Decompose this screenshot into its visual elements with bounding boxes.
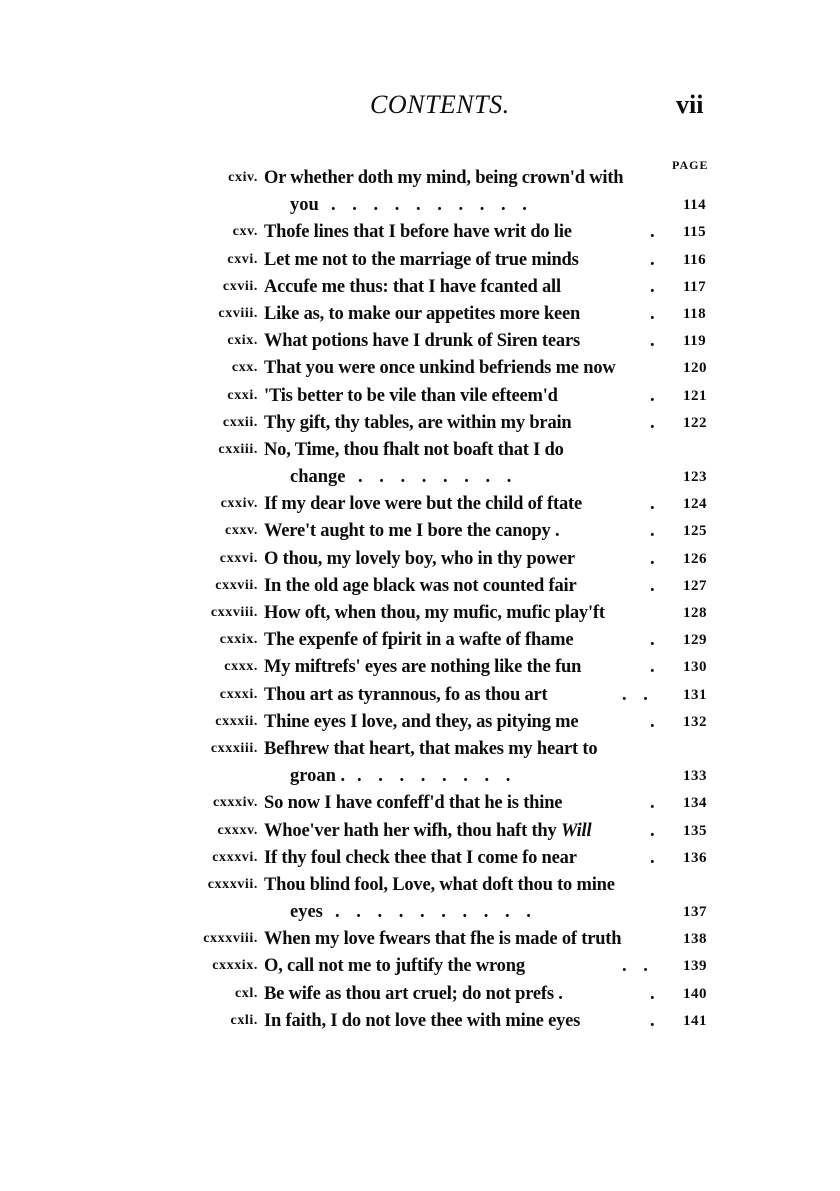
sonnet-number: cxvii. (222, 278, 258, 294)
page-ref: 136 (683, 849, 707, 866)
sonnet-line-continuation: eyes (290, 902, 323, 923)
sonnet-line-continuation: change (290, 467, 346, 488)
toc-line-continued (0, 193, 840, 220)
sonnet-first-line: When my love fwears that fhe is made of truth (264, 929, 622, 950)
sonnet-number: cxix. (227, 333, 258, 349)
toc-entry (0, 683, 840, 710)
toc-entry (0, 220, 840, 247)
toc-entry (0, 982, 840, 1009)
sonnet-first-line: In faith, I do not love thee with mine eyes (264, 1010, 581, 1031)
dot-leaders: . (650, 276, 661, 297)
toc-line (0, 601, 840, 628)
page-ref: 130 (683, 659, 707, 676)
sonnet-number: cxxiii. (218, 441, 258, 457)
sonnet-first-line: O thou, my lovely boy, who in thy power (264, 548, 575, 569)
sonnet-number: cxxxvii. (207, 876, 258, 892)
page-ref: 118 (683, 305, 707, 322)
sonnet-number: cxli. (230, 1012, 258, 1028)
sonnet-number: cxxii. (222, 414, 258, 430)
dot-leaders: . (650, 303, 661, 324)
sonnet-first-line: 'Tis better to be vile than vile efteem'd (264, 385, 558, 406)
page-ref: 119 (683, 333, 707, 350)
page-ref: 122 (683, 414, 707, 431)
toc-entry (0, 248, 840, 275)
page-ref: 120 (683, 360, 707, 377)
sonnet-number: cxviii. (218, 305, 258, 321)
italic-word: Will (561, 820, 592, 841)
sonnet-first-line: That you were once unkind befriends me now (264, 358, 616, 379)
page-ref: 135 (683, 822, 707, 839)
toc-line (0, 356, 840, 383)
toc-line (0, 927, 840, 954)
toc-line (0, 302, 840, 329)
sonnet-number: cxxviii. (210, 605, 258, 620)
sonnet-first-line: Thy gift, thy tables, are within my brain (264, 412, 572, 433)
sonnet-number: cxxvii. (215, 577, 258, 593)
dot-leaders: . (650, 412, 661, 433)
toc-entry (0, 574, 840, 601)
page-ref: 141 (683, 1012, 707, 1029)
page-ref: 137 (683, 904, 707, 921)
toc-line (0, 574, 840, 601)
toc-line (0, 248, 840, 275)
sonnet-first-line: O, call not me to juftify the wrong (264, 956, 525, 977)
sonnet-line-continuation: you (290, 195, 319, 216)
page-ref: 140 (683, 985, 707, 1002)
sonnet-number: cxxxv. (217, 822, 258, 838)
toc-entry (0, 601, 840, 628)
sonnet-number: cxxxiii. (210, 740, 258, 756)
sonnet-number: cxxi. (227, 387, 258, 403)
toc-entry (0, 1009, 840, 1036)
toc-line (0, 982, 840, 1009)
toc-entry (0, 655, 840, 682)
toc-entry (0, 519, 840, 546)
sonnet-number: cxxxviii. (203, 931, 258, 947)
sonnet-number: cxxix. (219, 632, 258, 648)
toc-entry (0, 411, 840, 438)
toc-entry (0, 329, 840, 356)
toc-line (0, 547, 840, 574)
dot-leaders: . . (622, 956, 654, 977)
toc-line (0, 710, 840, 737)
sonnet-first-line: Thine eyes I love, and they, as pitying me (264, 711, 579, 732)
toc-line (0, 519, 840, 546)
sonnet-number: cxxvi. (219, 550, 258, 566)
sonnet-first-line: Thou blind fool, Love, what doft thou to mine (264, 874, 615, 895)
dot-leaders: . . . . . . . . . . (331, 195, 533, 216)
page-column-label: PAGE (672, 158, 709, 172)
page-ref: 114 (683, 197, 707, 214)
toc-entry (0, 492, 840, 519)
toc-entry (0, 737, 840, 791)
sonnet-number: cxxxi. (219, 686, 258, 702)
dot-leaders: . (650, 222, 661, 243)
dot-leaders: . . (622, 684, 654, 705)
contents-list (0, 166, 840, 1036)
sonnet-number: cxx. (231, 360, 258, 376)
page-ref: 121 (683, 387, 707, 404)
toc-line (0, 655, 840, 682)
toc-line-continued (0, 900, 840, 927)
toc-line (0, 1009, 840, 1036)
toc-line (0, 275, 840, 302)
toc-line-continued (0, 465, 840, 492)
page-ref: 139 (683, 958, 707, 975)
page-ref: 132 (683, 713, 707, 730)
toc-entry (0, 873, 840, 927)
toc-line (0, 220, 840, 247)
toc-entry (0, 927, 840, 954)
toc-entry (0, 628, 840, 655)
toc-entry (0, 547, 840, 574)
toc-entry (0, 846, 840, 873)
toc-line (0, 492, 840, 519)
toc-line (0, 846, 840, 873)
toc-line (0, 873, 840, 900)
dot-leaders: . (650, 657, 661, 678)
page-ref: 131 (683, 686, 707, 703)
sonnet-first-line: My miftrefs' eyes are nothing like the fun (264, 657, 582, 678)
dot-leaders: . (650, 793, 661, 814)
dot-leaders: . (650, 847, 661, 868)
dot-leaders: . (650, 385, 661, 406)
sonnet-number: cxxx. (224, 659, 258, 675)
page-ref: 125 (683, 523, 707, 540)
dot-leaders: . . . . . . . . . . (335, 902, 537, 923)
sonnet-first-line: In the old age black was not counted fair (264, 575, 577, 596)
dot-leaders: . (650, 1010, 661, 1031)
toc-line (0, 683, 840, 710)
toc-line (0, 819, 840, 846)
dot-leaders: . (650, 521, 661, 542)
running-head (0, 90, 840, 130)
sonnet-first-line: Were't aught to me I bore the canopy . (264, 521, 560, 542)
toc-entry (0, 438, 840, 492)
sonnet-first-line: If my dear love were but the child of ftate (264, 494, 583, 515)
sonnet-number: cxxxix. (212, 958, 258, 974)
sonnet-first-line: No, Time, thou fhalt not boaft that I do (264, 439, 564, 460)
sonnet-first-line: Accufe me thus: that I have fcanted all (264, 276, 561, 297)
toc-line-continued (0, 764, 840, 791)
toc-line (0, 411, 840, 438)
dot-leaders: . (650, 711, 661, 732)
page-ref: 126 (683, 550, 707, 567)
sonnet-first-line: Or whether doth my mind, being crown'd with (264, 168, 624, 188)
sonnet-first-line: What potions have I drunk of Siren tears (264, 331, 580, 352)
toc-entry (0, 954, 840, 981)
toc-line (0, 166, 840, 193)
page-ref: 129 (683, 632, 707, 649)
toc-line (0, 329, 840, 356)
dot-leaders: . (650, 548, 661, 569)
toc-entry (0, 710, 840, 737)
toc-line (0, 737, 840, 764)
toc-line (0, 438, 840, 465)
page-ref: 127 (683, 577, 707, 594)
toc-entry (0, 166, 840, 220)
dot-leaders: . (650, 494, 661, 515)
page-ref: 138 (683, 931, 707, 948)
dot-leaders: . (650, 820, 661, 841)
toc-entry (0, 275, 840, 302)
sonnet-number: cxxv. (225, 523, 258, 539)
sonnet-first-line: Like as, to make our appetites more keen (264, 303, 581, 324)
toc-line (0, 628, 840, 655)
page-ref: 117 (683, 278, 707, 295)
toc-entry (0, 819, 840, 846)
sonnet-number: cxvi. (227, 251, 258, 267)
sonnet-number: cxxxiv. (212, 795, 258, 811)
sonnet-first-line: Thou art as tyrannous, fo as thou art (264, 684, 548, 705)
sonnet-first-line: Befhrew that heart, that makes my heart to (264, 738, 598, 759)
sonnet-number: cxxxii. (215, 713, 258, 729)
toc-entry (0, 791, 840, 818)
sonnet-first-line: Be wife as thou art cruel; do not prefs . (264, 983, 563, 1004)
toc-line (0, 954, 840, 981)
dot-leaders: . (650, 575, 661, 596)
sonnet-first-line: Whoe'ver hath her wifh, thou haft thy Will (264, 820, 592, 841)
sonnet-first-line: If thy foul check thee that I come fo near (264, 847, 577, 868)
dot-leaders: . (650, 331, 661, 352)
sonnet-line-continuation: groan . (290, 766, 346, 787)
dot-leaders: . . . . . . . . (357, 766, 517, 787)
toc-line (0, 384, 840, 411)
sonnet-first-line: So now I have confeff'd that he is thine (264, 793, 563, 814)
toc-entry (0, 384, 840, 411)
page-ref: 133 (683, 768, 707, 785)
toc-entry (0, 302, 840, 329)
dot-leaders: . (650, 630, 661, 651)
page-ref: 134 (683, 795, 707, 812)
page-ref: 128 (683, 605, 707, 621)
sonnet-first-line: Let me not to the marriage of true minds (264, 249, 579, 270)
dot-leaders: . . . . . . . . (358, 467, 518, 488)
sonnet-first-line: The expenfe of fpirit in a wafte of fhame (264, 630, 574, 651)
page-ref: 124 (683, 496, 707, 513)
toc-line (0, 791, 840, 818)
page-ref: 116 (683, 251, 707, 268)
sonnet-number: cxl. (234, 985, 258, 1001)
sonnet-number: cxv. (232, 224, 258, 240)
sonnet-number: cxxxvi. (212, 849, 258, 865)
running-title: CONTENTS. (370, 90, 510, 119)
dot-leaders: . (650, 249, 661, 270)
dot-leaders: . (650, 983, 661, 1004)
page-ref: 115 (683, 224, 707, 241)
sonnet-number: cxxiv. (220, 496, 258, 512)
sonnet-first-line: Thofe lines that I before have writ do lie (264, 222, 572, 243)
sonnet-first-line: How oft, when thou, my mufic, mufic play'ft (264, 603, 605, 623)
page-number: vii (676, 90, 704, 119)
toc-entry (0, 356, 840, 383)
sonnet-number: cxiv. (228, 170, 258, 185)
page-ref: 123 (683, 469, 707, 486)
